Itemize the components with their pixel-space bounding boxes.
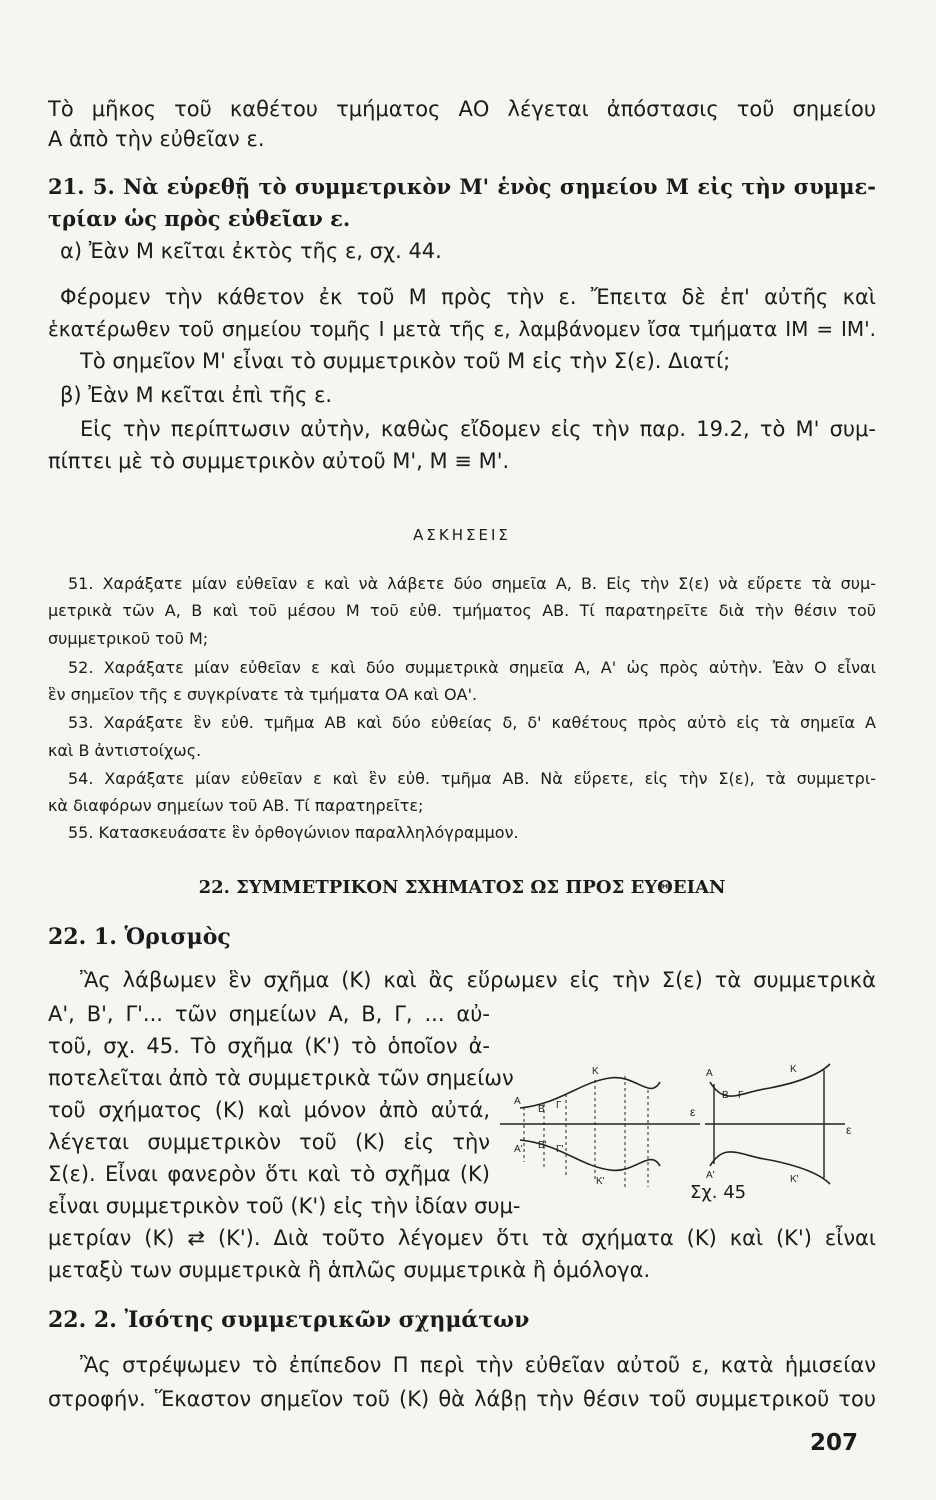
exercise-line: 52. Χαράξατε μίαν εὐθεῖαν ε καὶ δύο συμμετρικὰ σημεῖα Α, Α' ὡς πρὸς αὐτὴν. Ἐὰν Ο εἶναι — [68, 658, 876, 677]
subsection-heading: 21. 5. Νὰ εὑρεθῇ τὸ συμμετρικὸν Μ' ἑνὸς σημείου Μ εἰς τὴν συμμε- — [48, 174, 876, 199]
text-line: ἑκατέρωθεν τοῦ σημείου τομῆς Ι μετὰ τῆς ε, λαμβάνομεν ἴσα τμήματα ΙΜ = ΙΜ'. — [48, 317, 876, 341]
text-line: εἶναι συμμετρικὸν τοῦ (Κ') εἰς τὴν ἰδίαν συμ- — [48, 1194, 521, 1218]
exercise-line: 51. Χαράξατε μίαν εὐθεῖαν ε καὶ νὰ λάβετε δύο σημεῖα Α, Β. Εἰς τὴν Σ(ε) νὰ εὕρετε τὰ συμ- — [68, 574, 876, 593]
label-e-right: ε — [846, 1123, 852, 1137]
text-line: Φέρομεν τὴν κάθετον ἐκ τοῦ Μ πρὸς τὴν ε. Ἔπειτα δὲ ἐπ' αὐτῆς καὶ — [60, 285, 876, 309]
figure-45 — [500, 1012, 870, 1222]
exercises-heading: ΑΣΚΗΣΕΙΣ — [413, 526, 511, 544]
label-K-right: K — [790, 1064, 797, 1075]
page-number: 207 — [809, 1430, 858, 1456]
text-line: στροφήν. Ἕκαστον σημεῖον τοῦ (Κ) θὰ λάβῃ τὴν θέσιν τοῦ συμμετρικοῦ του — [48, 1387, 876, 1411]
label-Gp: Γ' — [556, 1144, 564, 1155]
exercise-line: 54. Χαράξατε μίαν εὐθεῖαν ε καὶ ἓν εὐθ. τμῆμα ΑΒ. Νὰ εὕρετε, εἰς τὴν Σ(ε), τὰ συμμετρι- — [68, 769, 876, 788]
text-line: Α ἀπὸ τὴν εὐθεῖαν ε. — [48, 127, 265, 151]
figure-caption: Σχ. 45 — [690, 1182, 747, 1203]
text-line: β) Ἐὰν Μ κεῖται ἐπὶ τῆς ε. — [60, 383, 333, 407]
text-line: λέγεται συμμετρικὸν τοῦ (Κ) εἰς τὴν — [48, 1130, 490, 1154]
label-G-right: Γ — [738, 1090, 744, 1101]
text-line: ποτελεῖται ἀπὸ τὰ συμμετρικὰ τῶν σημείων — [48, 1066, 514, 1090]
label-A: A — [514, 1096, 521, 1107]
text-line: τοῦ, σχ. 45. Τὸ σχῆμα (Κ') τὸ ὁποῖον ἀ- — [48, 1034, 490, 1058]
text-line: Σ(ε). Εἶναι φανερὸν ὅτι καὶ τὸ σχῆμα (Κ) — [48, 1162, 490, 1186]
text-line: Εἰς τὴν περίπτωσιν αὐτὴν, καθὼς εἴδομεν εἰς τὴν παρ. 19.2, τὸ Μ' συμ- — [80, 417, 876, 441]
label-Ap-right: A' — [706, 1170, 715, 1181]
label-A-right: A — [706, 1068, 713, 1079]
text-line: μεταξὺ των συμμετρικὰ ἢ ἁπλῶς συμμετρικὰ ἢ ὁμόλογα. — [48, 1258, 651, 1282]
exercise-line: συμμετρικοῦ τοῦ Μ; — [48, 629, 209, 648]
exercise-line: ἓν σημεῖον τῆς ε συγκρίνατε τὰ τμήματα ΟΑ καὶ ΟΑ'. — [48, 685, 478, 704]
exercise-line: 55. Κατασκευάσατε ἓν ὀρθογώνιον παραλληλόγραμμον. — [68, 823, 519, 842]
text-line: α) Ἐὰν Μ κεῖται ἐκτὸς τῆς ε, σχ. 44. — [60, 239, 442, 263]
label-Kp: K' — [596, 1176, 605, 1187]
subsection-heading: τρίαν ὡς πρὸς εὐθεῖαν ε. — [48, 206, 351, 231]
subsection-heading: 22. 2. Ἰσότης συμμετρικῶν σχημάτων — [48, 1307, 530, 1333]
exercise-line: μετρικὰ τῶν Α, Β καὶ τοῦ μέσου Μ τοῦ εὐθ. τμήματος ΑΒ. Τί παρατηρεῖτε διὰ τὴν θέσιν τοῦ — [48, 601, 876, 620]
text-line: Τὸ μῆκος τοῦ καθέτου τμήματος ΑΟ λέγεται ἀπόστασις τοῦ σημείου — [48, 97, 876, 121]
label-Kp-right: K' — [790, 1174, 799, 1185]
label-G: Γ — [556, 1100, 562, 1111]
text-line: Ἂς λάβωμεν ἓν σχῆμα (Κ) καὶ ἂς εὕρωμεν εἰς τὴν Σ(ε) τὰ συμμετρικὰ — [80, 968, 876, 992]
text-line: τοῦ σχήματος (Κ) καὶ μόνον ἀπὸ αὐτά, — [48, 1098, 490, 1122]
text-line: Τὸ σημεῖον Μ' εἶναι τὸ συμμετρικὸν τοῦ Μ εἰς τὴν Σ(ε). Διατί; — [80, 349, 731, 373]
text-line: πίπτει μὲ τὸ συμμετρικὸν αὐτοῦ Μ', Μ ≡ Μ'. — [48, 449, 510, 473]
curve-Kp-right — [710, 1152, 830, 1184]
section-heading: 22. ΣΥΜΜΕΤΡΙΚΟΝ ΣΧΗΜΑΤΟΣ ΩΣ ΠΡΟΣ ΕΥΘΕΙΑΝ — [198, 877, 726, 898]
label-Bp: B' — [538, 1140, 547, 1151]
text-line: Ἂς στρέψωμεν τὸ ἐπίπεδον Π περὶ τὴν εὐθεῖαν αὐτοῦ ε, κατὰ ἡμισείαν — [80, 1353, 876, 1377]
left-figure — [500, 1076, 700, 1187]
label-Ap: A' — [514, 1144, 523, 1155]
exercise-line: κὰ διαφόρων σημείων τοῦ ΑΒ. Τί παρατηρεῖτε; — [48, 796, 424, 815]
label-B-right: B — [722, 1090, 729, 1101]
label-K: K — [592, 1066, 599, 1077]
label-e: ε — [690, 1105, 696, 1119]
subsection-heading: 22. 1. Ὁρισμὸς — [48, 924, 231, 950]
label-B: B — [538, 1104, 545, 1115]
exercise-line: καὶ Β ἀντιστοίχως. — [48, 741, 202, 760]
text-line: Α', Β', Γ'... τῶν σημείων Α, Β, Γ, ... αὐ- — [48, 1002, 490, 1026]
text-line: μετρίαν (Κ) ⇄ (Κ'). Διὰ τοῦτο λέγομεν ὅτι τὰ σχήματα (Κ) καὶ (Κ') εἶναι — [48, 1226, 876, 1250]
right-figure — [705, 1064, 845, 1184]
exercise-line: 53. Χαράξατε ἓν εὐθ. τμῆμα ΑΒ καὶ δύο εὐθείας δ, δ' καθέτους πρὸς αὐτὸ εἰς τὰ σημεῖα Α — [68, 713, 876, 732]
